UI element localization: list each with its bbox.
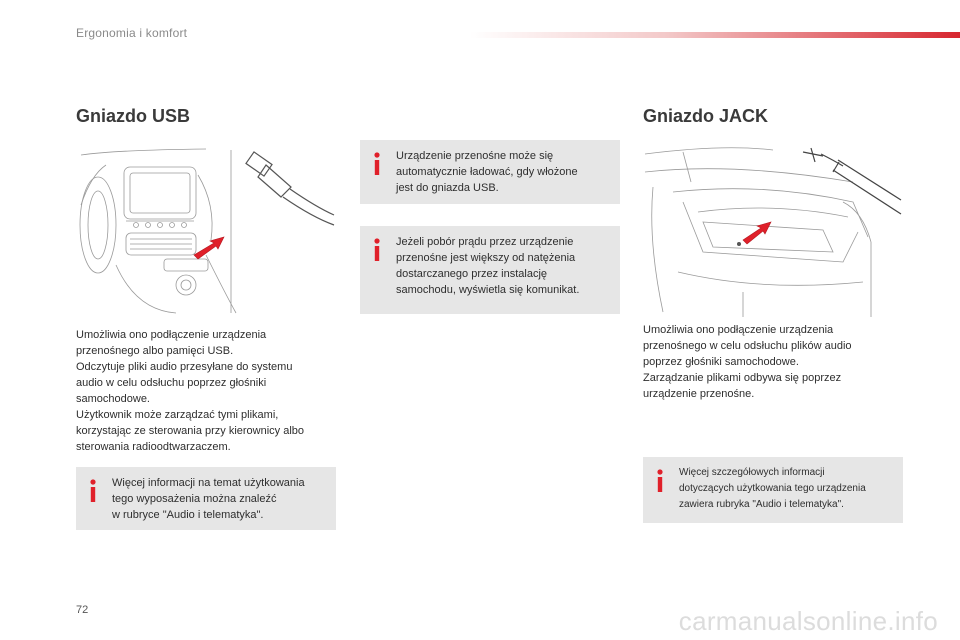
red-arrow-icon	[194, 237, 224, 259]
jack-line: urządzenie przenośne.	[643, 388, 755, 400]
jack-description	[643, 322, 905, 402]
usb-line: sterowania radioodtwarzaczem.	[76, 441, 231, 453]
info-line: przenośne jest większy od natężenia	[396, 252, 576, 264]
info-line: Więcej szczegółowych informacji	[679, 467, 825, 478]
usb-dashboard-drawing	[76, 145, 338, 315]
usb-line: audio w celu odsłuchu poprzez głośniki	[76, 377, 267, 389]
usb-info-box	[76, 467, 336, 530]
page-number: 72	[76, 604, 89, 616]
info-line: automatycznie ładować, gdy włożone	[396, 166, 578, 178]
info-line: tego wyposażenia można znaleźć	[112, 493, 277, 505]
info-icon	[88, 479, 98, 503]
charging-info-box	[360, 140, 620, 204]
usb-line: przenośnego albo pamięci USB.	[76, 345, 234, 357]
info-line: w rubryce "Audio i telematyka".	[112, 509, 264, 521]
info-line: jest do gniazda USB.	[396, 182, 499, 194]
info-line: zawiera rubryka "Audio i telematyka".	[679, 499, 844, 510]
info-line: Więcej informacji na temat użytkowania	[112, 477, 305, 489]
jack-line: przenośnego w celu odsłuchu plików audio	[643, 340, 852, 352]
usb-line: Odczytuje pliki audio przesyłane do systemu	[76, 361, 293, 373]
info-icon	[655, 469, 665, 493]
info-line: Urządzenie przenośne może się	[396, 150, 554, 162]
jack-title: Gniazdo JACK	[643, 106, 769, 126]
info-line: dotyczących użytkowania tego urządzenia	[679, 483, 866, 494]
section-header: Ergonomia i komfort	[76, 26, 188, 40]
info-line: samochodu, wyświetla się komunikat.	[396, 284, 580, 296]
jack-info-box	[643, 457, 903, 523]
jack-line: poprzez głośniki samochodowe.	[643, 356, 799, 368]
info-icon	[372, 152, 382, 176]
info-line: Jeżeli pobór prądu przez urządzenie	[396, 236, 574, 248]
info-icon	[372, 238, 382, 262]
watermark: carmanualsonline.info	[678, 606, 938, 636]
usb-description	[76, 327, 338, 455]
header-accent-line	[470, 32, 960, 38]
usb-line: samochodowe.	[76, 393, 150, 405]
usb-line: Umożliwia ono podłączenie urządzenia	[76, 329, 267, 341]
current-warning-info-box	[360, 226, 620, 314]
usb-line: Użytkownik może zarządzać tymi plikami,	[76, 409, 279, 421]
usb-illustration	[76, 145, 338, 315]
jack-glovebox-drawing	[643, 142, 905, 317]
jack-line: Zarządzanie plikami odbywa się poprzez	[643, 372, 842, 384]
usb-title: Gniazdo USB	[76, 106, 191, 126]
usb-line: korzystając ze sterowania przy kierownicy albo	[76, 425, 305, 437]
jack-illustration	[643, 142, 905, 317]
info-line: dostarczanego przez instalację	[396, 268, 548, 280]
jack-line: Umożliwia ono podłączenie urządzenia	[643, 324, 834, 336]
